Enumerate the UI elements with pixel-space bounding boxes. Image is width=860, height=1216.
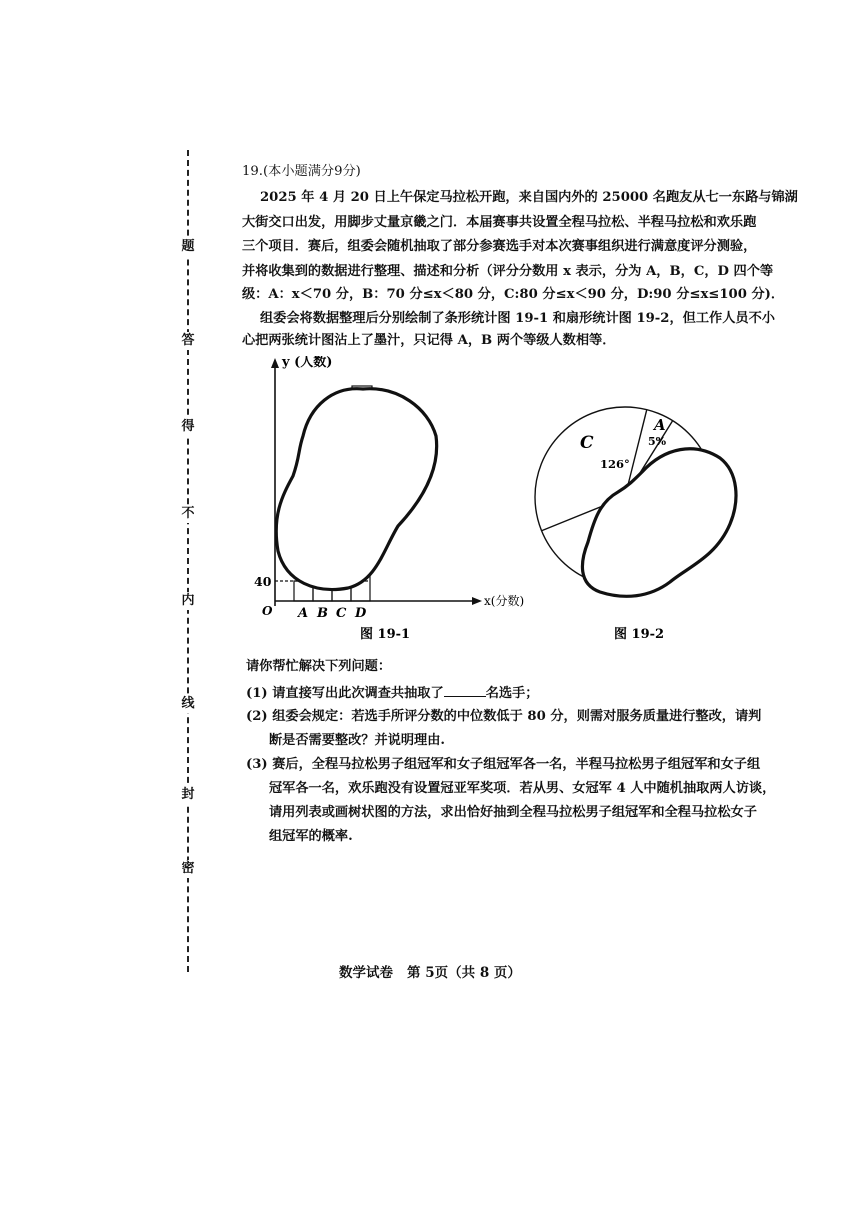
origin-label: O [262, 604, 273, 618]
seal-char: 封 [178, 786, 198, 804]
paragraph-line: 心把两张统计图沾上了墨汁，只记得 A，B 两个等级人数相等． [242, 333, 616, 348]
paragraph-line: 三个项目．赛后，组委会随机抽取了部分参赛选手对本次赛事组织进行满意度评分测验， [242, 239, 757, 254]
seal-char: 得 [178, 418, 198, 436]
footer-page: 第 5页（共 8 页） [407, 965, 521, 981]
slice-label-a: A [654, 416, 666, 434]
category-label-a: A [298, 606, 309, 621]
seal-char: 线 [178, 695, 198, 713]
y-axis-label: y (人数) [282, 356, 333, 370]
paragraph-line: 2025 年 4 月 20 日上午保定马拉松开跑，来自国内外的 25000 名跑友从七一东路与锦湖 [260, 190, 798, 205]
footer-subject: 数学试卷 [339, 965, 394, 981]
bar-chart-figure [248, 356, 538, 651]
paragraph-line: 大街交口出发，用脚步丈量京畿之门．本届赛事共设置全程马拉松、半程马拉松和欢乐跑 [242, 215, 757, 230]
question-number: 19. [242, 164, 263, 179]
page-footer [0, 962, 860, 984]
paragraph-line: 组委会将数据整理后分别绘制了条形统计图 19-1 和扇形统计图 19-2，但工作人员不小 [260, 311, 775, 326]
category-label-d: D [355, 606, 367, 621]
tick-label-40: 40 [254, 574, 272, 589]
y-axis-arrow [271, 358, 279, 368]
seal-char: 题 [178, 238, 198, 256]
figure-caption: 图 19-1 [360, 627, 411, 642]
figure-caption: 图 19-2 [614, 627, 665, 642]
pie-chart-figure [530, 392, 750, 652]
question-3-line: 请用列表或画树状图的方法，求出恰好抽到全程马拉松男子组冠军和全程马拉松女子 [269, 805, 757, 820]
question-1 [246, 682, 538, 705]
slice-label-c: C [580, 433, 594, 453]
questions-intro: 请你帮忙解决下列问题： [246, 659, 392, 674]
seal-char: 不 [178, 505, 198, 523]
sealing-line [178, 150, 198, 972]
category-labels [296, 606, 367, 621]
question-2-line: (2) 组委会规定：若选手所评分数的中位数低于 80 分，则需对服务质量进行整改，请判 [246, 709, 762, 724]
question-3-line: (3) 赛后，全程马拉松男子组冠军和女子组冠军各一名，半程马拉松男子组冠军和女子组 [246, 757, 761, 772]
seal-char: 答 [178, 332, 198, 350]
category-label-b: B [317, 606, 328, 621]
seal-char: 内 [178, 592, 198, 610]
paragraph-line: 并将收集到的数据进行整理、描述和分析（评分分数用 x 表示，分为 A，B，C，D 四个等 [242, 264, 774, 279]
question-3-line: 冠军各一名，欢乐跑没有设置冠亚军奖项．若从男、女冠军 4 人中随机抽取两人访谈， [269, 781, 776, 796]
question-header [242, 161, 361, 183]
x-axis-label: x(分数) [484, 594, 525, 608]
sealing-dashed-line [187, 150, 189, 972]
question-1-text: (1) 请直接写出此次调查共抽取了 [246, 686, 444, 701]
slice-percent-a: 5% [648, 435, 667, 448]
question-1-text-end: 名选手； [485, 686, 539, 701]
category-label-c: C [336, 606, 347, 621]
score-note: (本小题满分9分) [262, 164, 361, 179]
paragraph-line: 级：A：x＜70 分，B：70 分≤x＜80 分，C:80 分≤x＜90 分，D:90 分≤x≤100 分)． [242, 287, 785, 302]
ink-blot [276, 389, 436, 590]
angle-label-c: 126° [600, 457, 630, 471]
seal-char: 密 [178, 860, 198, 878]
x-axis-arrow [472, 597, 482, 605]
answer-blank[interactable] [444, 682, 486, 697]
question-2-line: 断是否需要整改？并说明理由. [269, 733, 446, 748]
question-3-line: 组冠军的概率. [269, 829, 353, 844]
